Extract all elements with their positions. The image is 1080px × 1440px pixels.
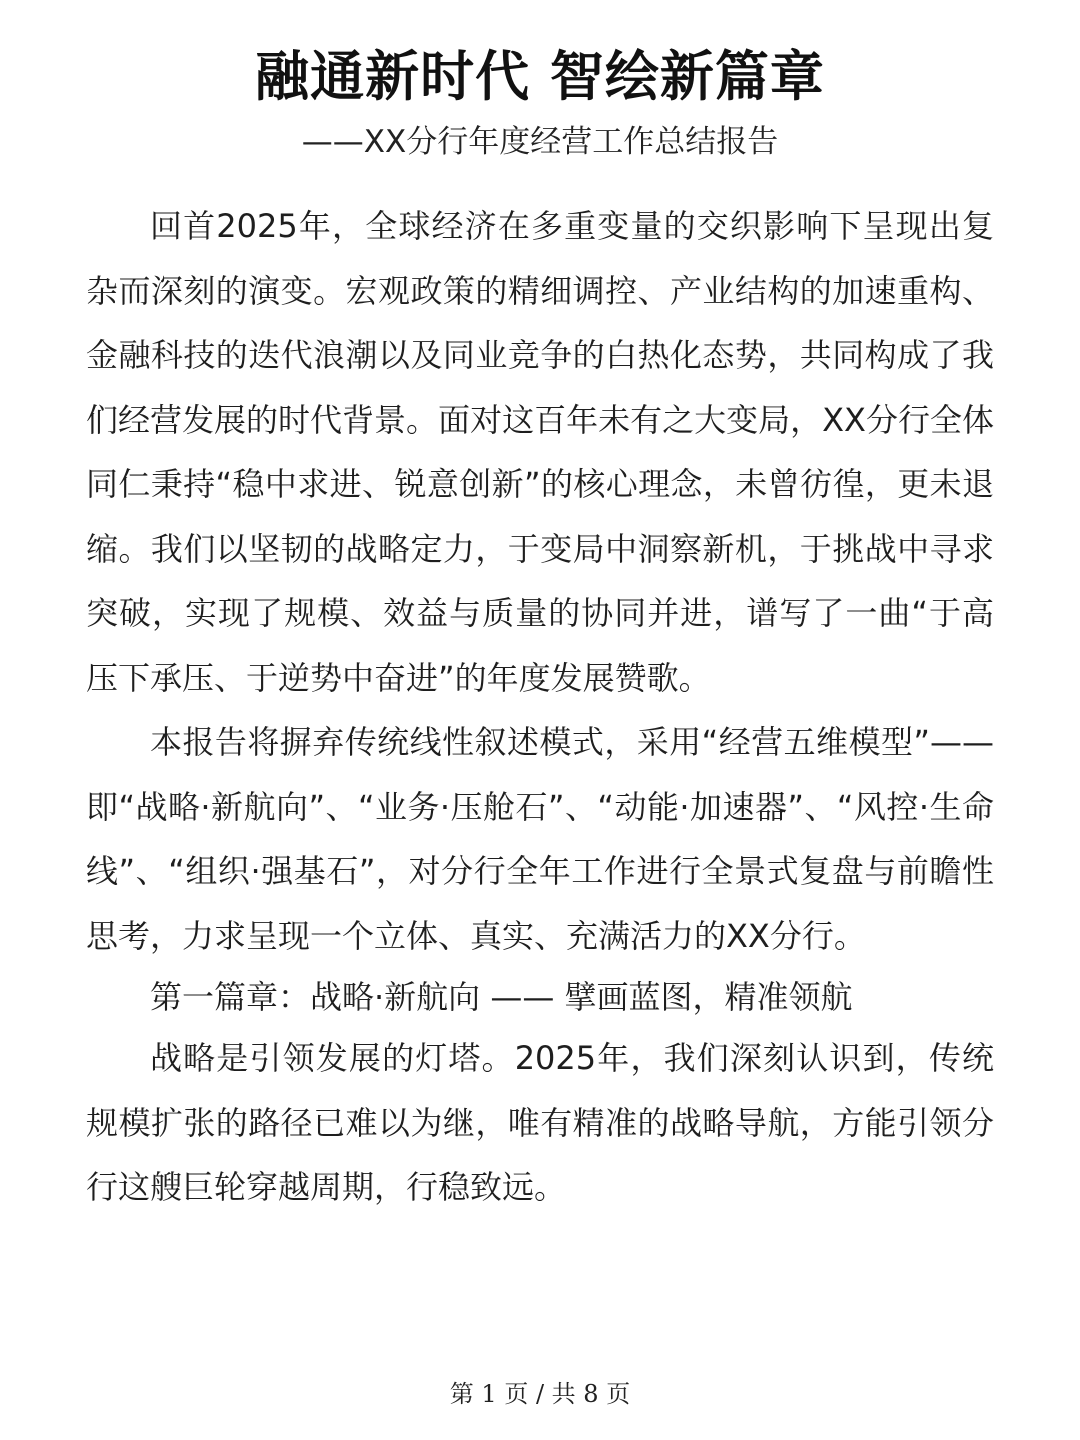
page-number: 第 1 页 / 共 8 页 (449, 1380, 631, 1408)
intro-paragraph-1: 回首2025年，全球经济在多重变量的交织影响下呈现出复杂而深刻的演变。宏观政策的精细调控、产业结构的加速重构、金融科技的迭代浪潮以及同业竞争的白热化态势，共同构成了我们经营发展的时代背景。面对这百年未有之大变局，XX分行全体同仁秉持“稳中求进、锐意创新”的核心理念，未曾彷徨，更未退缩。我们以坚韧的战略定力，于变局中洞察新机，于挑战中寻求突破，实现了规模、效益与质量的协同并进，谱写了一曲“于高压下承压、于逆势中奋进”的年度发展赞歌。 (86, 207, 994, 697)
document-title: 融通新时代 智绘新篇章 (255, 45, 825, 108)
intro-paragraph-2: 本报告将摒弃传统线性叙述模式，采用“经营五维模型”——即“战略·新航向”、“业务·压舱石”、“动能·加速器”、“风控·生命线”、“组织·强基石”，对分行全年工作进行全景式复盘与前瞻性思考，力求呈现一个立体、真实、充满活力的XX分行。 (86, 723, 994, 955)
chapter-heading: 第一篇章：战略·新航向 —— 擘画蓝图，精准领航 (150, 978, 853, 1016)
document-body (86, 194, 994, 1220)
chapter-paragraph: 战略是引领发展的灯塔。2025年，我们深刻认识到，传统规模扩张的路径已难以为继，唯有精准的战略导航，方能引领分行这艘巨轮穿越周期，行稳致远。 (86, 1039, 994, 1206)
document-subtitle: ——XX分行年度经营工作总结报告 (301, 124, 779, 160)
